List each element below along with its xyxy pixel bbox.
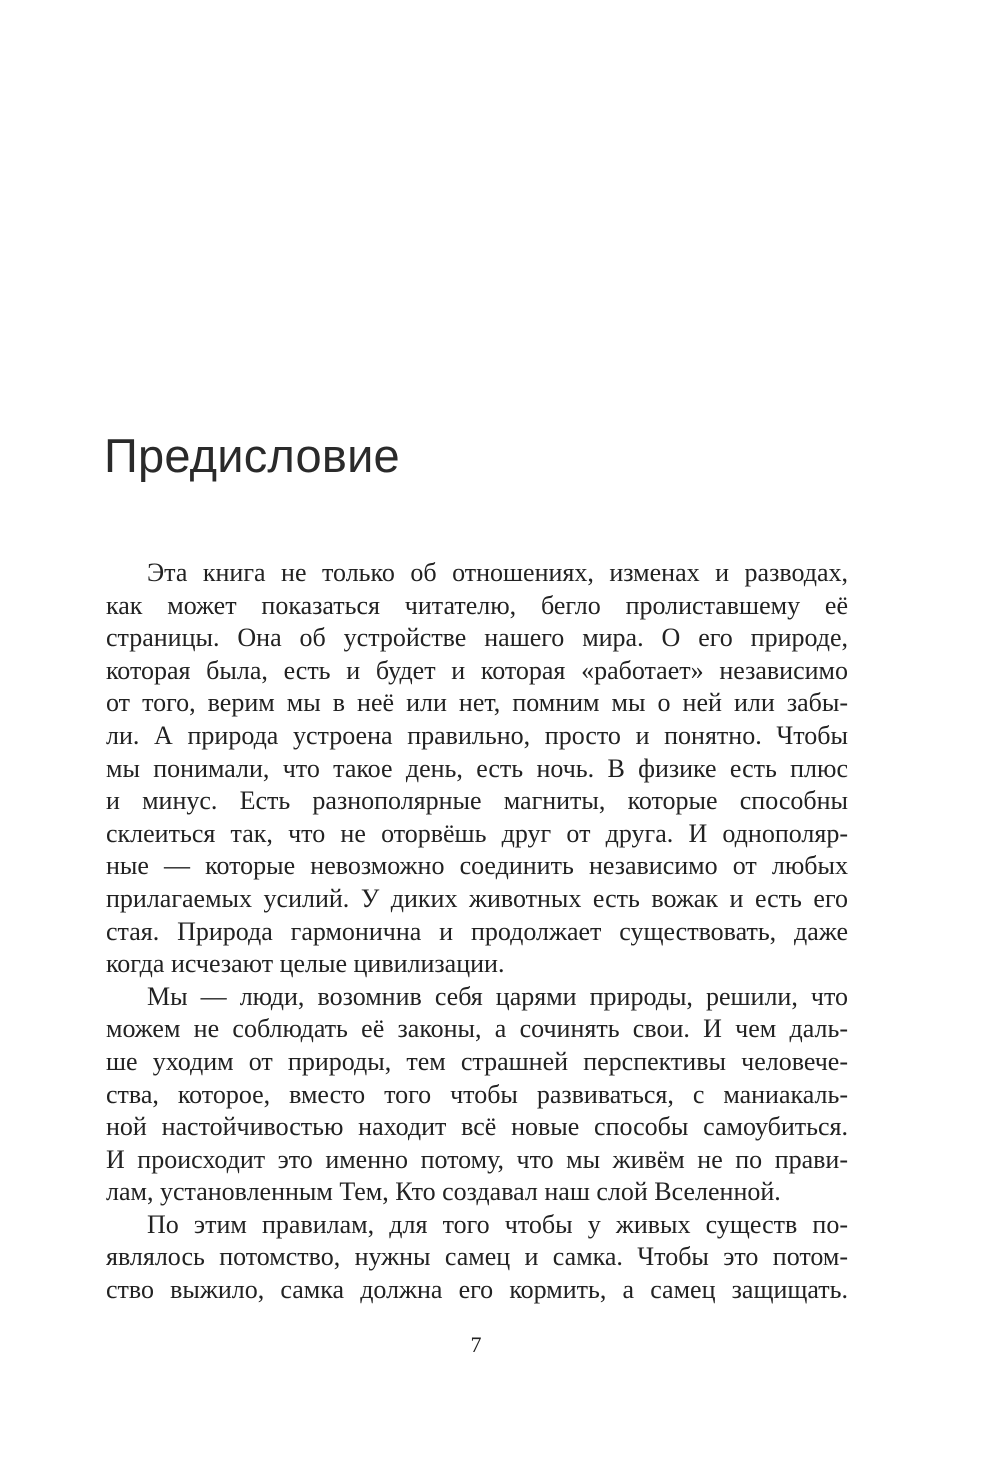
text-line: являлось потомство, нужны самец и самка. Чтобы это потом- bbox=[106, 1242, 848, 1272]
text-line: ли. А природа устроена правильно, просто и понятно. Чтобы bbox=[106, 720, 848, 750]
text-line: страницы. Она об устройстве нашего мира. О его природе, bbox=[106, 623, 848, 653]
text-line: склеиться так, что не оторвёшь друг от друга. И однополяр- bbox=[106, 818, 848, 848]
text-line: Мы — люди, возомнив себя царями природы, решили, что bbox=[147, 981, 848, 1011]
body-text bbox=[106, 557, 848, 1307]
text-line: как может показаться читателю, бегло пролиставшему её bbox=[106, 590, 848, 620]
paragraph-3 bbox=[106, 1209, 848, 1307]
text-line: ше уходим от природы, тем страшней перспективы человече- bbox=[106, 1046, 848, 1076]
text-line: ство выжило, самка должна его кормить, а самец защищать. bbox=[106, 1275, 848, 1305]
text-line: ные — которые невозможно соединить независимо от любых bbox=[106, 851, 848, 881]
text-line: ства, которое, вместо того чтобы развиваться, с маниакаль- bbox=[106, 1079, 848, 1109]
text-line: Эта книга не только об отношениях, изменах и разводах, bbox=[147, 558, 848, 587]
text-line: И происходит это именно потому, что мы живём не по прави- bbox=[106, 1144, 848, 1174]
text-line: прилагаемых усилий. У диких животных есть вожак и есть его bbox=[106, 883, 848, 913]
text-line: стая. Природа гармонична и продолжает существовать, даже bbox=[106, 916, 848, 946]
chapter-title: Предисловие bbox=[104, 429, 400, 482]
text-line: когда исчезают целые цивилизации. bbox=[106, 949, 505, 979]
text-line: лам, установленным Тем, Кто создавал наш слой Вселенной. bbox=[106, 1177, 781, 1207]
text-line: которая была, есть и будет и которая «работает» независимо bbox=[106, 655, 848, 685]
paragraph-2 bbox=[106, 981, 848, 1209]
text-line: ной настойчивостью находит всё новые способы самоубиться. bbox=[106, 1112, 848, 1142]
text-line: По этим правилам, для того чтобы у живых существ по- bbox=[147, 1209, 848, 1239]
text-line: можем не соблюдать её законы, а сочинять свои. И чем даль- bbox=[106, 1014, 848, 1044]
paragraph-1 bbox=[106, 557, 848, 981]
text-line: мы понимали, что такое день, есть ночь. В физике есть плюс bbox=[106, 753, 848, 783]
text-line: и минус. Есть разнополярные магниты, которые способны bbox=[106, 786, 848, 816]
page-number: 7 bbox=[470, 1332, 482, 1357]
text-line: от того, верим мы в неё или нет, помним мы о ней или забы- bbox=[106, 688, 848, 718]
